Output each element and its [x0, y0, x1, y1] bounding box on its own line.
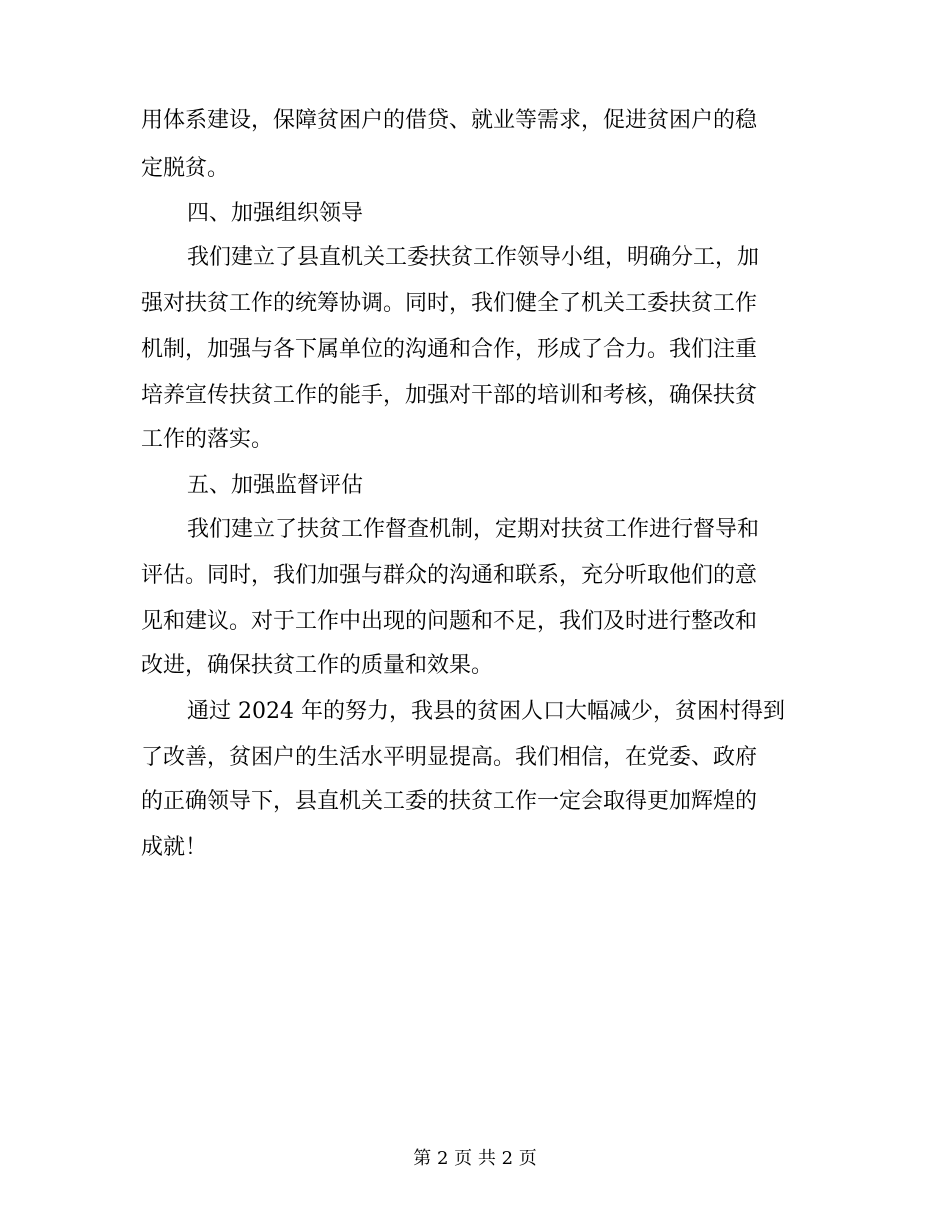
body-line: 强对扶贫工作的统筹协调。同时，我们健全了机关工委扶贫工作 — [141, 291, 758, 316]
section-heading: 五、加强监督评估 — [187, 473, 364, 498]
body-line: 了改善，贫困户的生活水平明显提高。我们相信，在党委、政府 — [141, 745, 758, 770]
page-number: 第 2 页 共 2 页 — [413, 1148, 537, 1169]
body-line: 通过 2024 年的努力，我县的贫困人口大幅减少，贫困村得到 — [187, 699, 785, 724]
body-line: 定脱贫。 — [141, 156, 230, 181]
body-line: 见和建议。对于工作中出现的问题和不足，我们及时进行整改和 — [141, 609, 758, 634]
body-line: 成就！ — [141, 835, 208, 860]
body-line: 用体系建设，保障贫困户的借贷、就业等需求，促进贫困户的稳 — [141, 108, 758, 133]
body-line: 改进，确保扶贫工作的质量和效果。 — [141, 653, 494, 678]
body-line: 评估。同时，我们加强与群众的沟通和联系，充分听取他们的意 — [141, 563, 758, 588]
body-line: 机制，加强与各下属单位的沟通和合作，形成了合力。我们注重 — [141, 337, 758, 362]
body-line: 我们建立了县直机关工委扶贫工作领导小组，明确分工，加 — [187, 245, 760, 270]
body-line: 工作的落实。 — [141, 427, 274, 452]
section-heading: 四、加强组织领导 — [187, 201, 364, 226]
body-line: 的正确领导下，县直机关工委的扶贫工作一定会取得更加辉煌的 — [141, 789, 758, 814]
body-line: 我们建立了扶贫工作督查机制，定期对扶贫工作进行督导和 — [187, 517, 760, 542]
body-line: 培养宣传扶贫工作的能手，加强对干部的培训和考核，确保扶贫 — [141, 383, 758, 408]
